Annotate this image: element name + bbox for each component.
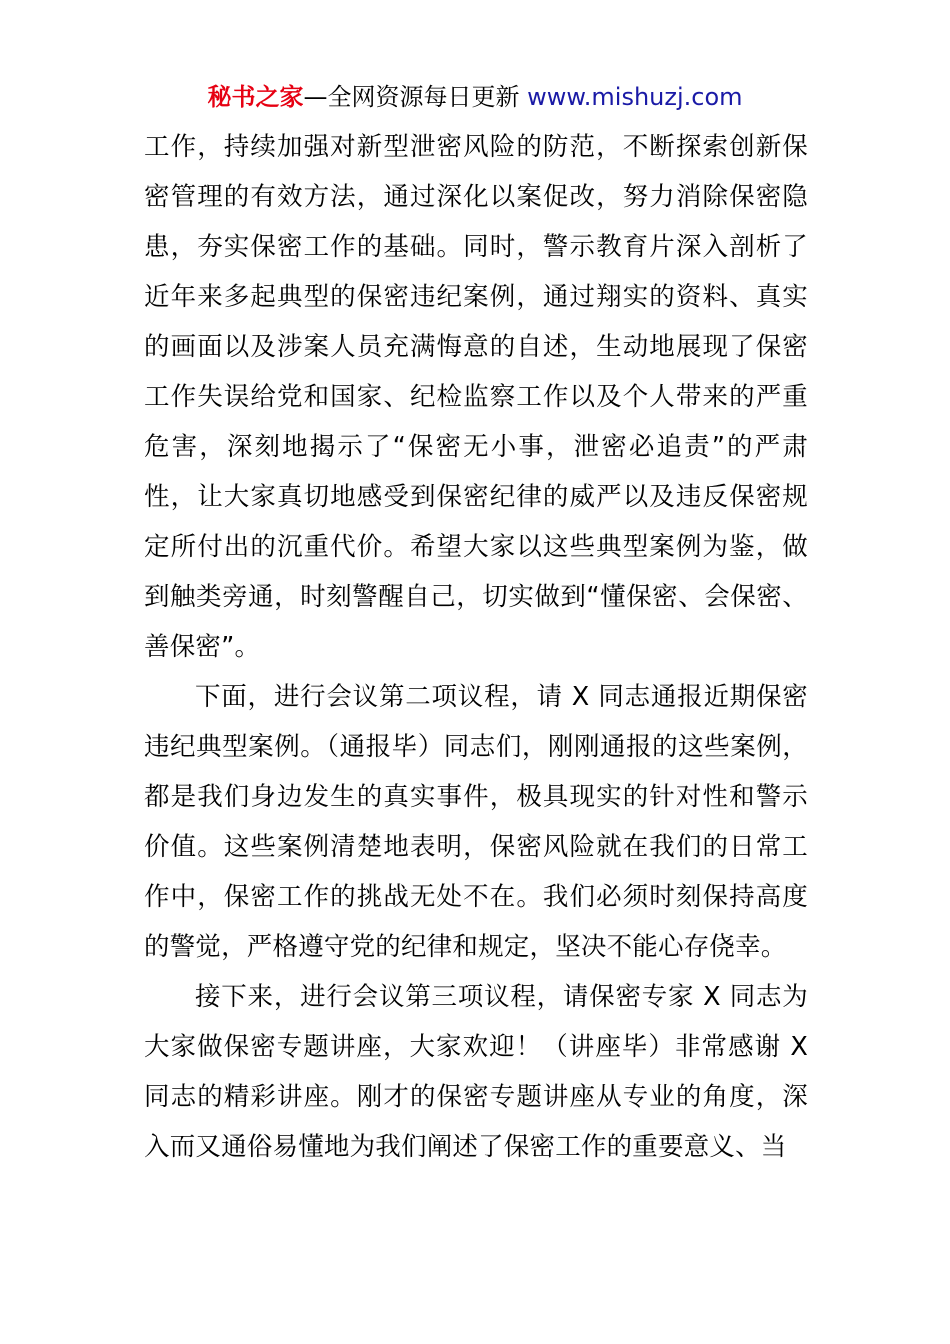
paragraph-continued: 工作，持续加强对新型泄密风险的防范，不断探索创新保密管理的有效方法，通过深化以案促改，努力消除保密隐患，夯实保密工作的基础。同时，警示教育片深入剖析了近年来多起典型的保密违纪案例，通过翔实的资料、真实的画面以及涉案人员充满悔意的自述，生动地展现了保密工作失误给党和国家、纪检监察工作以及个人带来的严重危害，深刻地揭示了“保密无小事，泄密必追责”的严肃性，让大家真切地感受到保密纪律的威严以及违反保密规定所付出的沉重代价。希望大家以这些典型案例为鉴，做到触类旁通，时刻警醒自己，切实做到“懂保密、会保密、善保密”。 — [144, 132, 808, 662]
site-brand: 秘书之家 — [207, 83, 304, 111]
site-url-link[interactable]: www.mishuzj.com — [527, 83, 743, 111]
paragraph-second-agenda: 下面，进行会议第二项议程，请 X 同志通报近期保密违纪典型案例。（通报毕）同志们，刚刚通报的这些案例，都是我们身边发生的真实事件，极具现实的针对性和警示价值。这些案例清楚地表明，保密风险就在我们的日常工作中，保密工作的挑战无处不在。我们必须时刻保持高度的警觉，严格遵守党的纪律和规定，坚决不能心存侥幸。 — [144, 682, 808, 962]
document-body — [144, 122, 808, 1172]
page-header — [0, 80, 950, 114]
paragraph-third-agenda: 接下来，进行会议第三项议程，请保密专家 X 同志为大家做保密专题讲座，大家欢迎！（讲座毕）非常感谢 X 同志的精彩讲座。刚才的保密专题讲座从专业的角度，深入而又通俗易懂地为我们阐述了保密工作的重要意义、当 — [144, 982, 808, 1162]
site-tagline: —全网资源每日更新 — [303, 83, 520, 111]
